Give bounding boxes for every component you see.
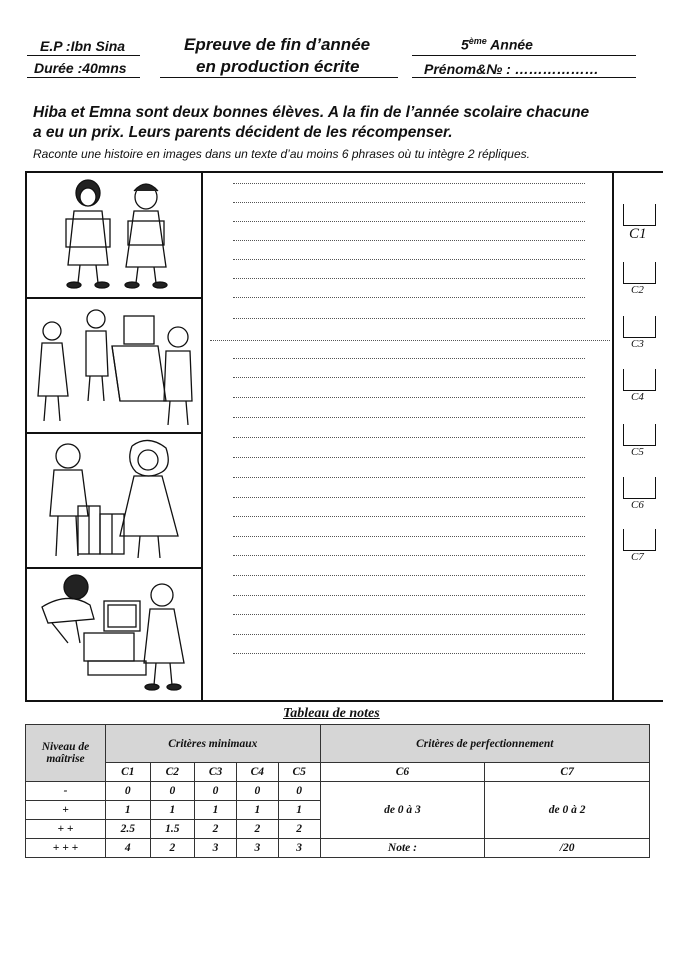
grade-cell: 2 [195, 820, 237, 839]
criterion-label-c5: C5 [631, 446, 644, 458]
picture-two-girls-with-certificates [28, 175, 200, 293]
duration-underline [27, 77, 140, 78]
instruction: Raconte une histoire en images dans un texte d’au moins 6 phrases où tu intègre 2 répliques. [33, 147, 530, 161]
criterion-box-c6[interactable] [623, 477, 656, 499]
writing-line[interactable] [210, 340, 610, 341]
writing-line[interactable] [233, 377, 585, 378]
criterion-label-c4: C4 [631, 391, 644, 403]
level-underline [412, 55, 636, 56]
col-header-c2: C2 [150, 763, 195, 782]
writing-line[interactable] [233, 297, 585, 298]
class-level-sup: ème [468, 36, 487, 46]
grade-cell: 1.5 [150, 820, 195, 839]
pictures-divider [201, 171, 203, 702]
name-field[interactable]: Prénom&№ : ……………… [424, 61, 599, 77]
level-cell: + + [26, 820, 106, 839]
grade-cell: 2 [236, 820, 278, 839]
picture-girls-at-computer [28, 571, 200, 699]
grade-cell: 1 [236, 801, 278, 820]
criterion-label-c3: C3 [631, 338, 644, 350]
writing-line[interactable] [233, 240, 585, 241]
level-header: Niveau de maîtrise [26, 725, 106, 782]
writing-line[interactable] [233, 437, 585, 438]
class-level-word: Année [486, 36, 533, 53]
grade-cell: 3 [278, 839, 320, 858]
writing-line[interactable] [233, 634, 585, 635]
criterion-box-c4[interactable] [623, 369, 656, 391]
note-label-cell: Note : [320, 839, 485, 858]
picture-girl-with-gift-boxes [28, 436, 200, 564]
criteria-divider [612, 171, 614, 702]
writing-line[interactable] [233, 614, 585, 615]
grade-cell: 2 [150, 839, 195, 858]
criterion-label-c7: C7 [631, 551, 644, 563]
picture-separator-3 [25, 567, 203, 569]
writing-line[interactable] [233, 536, 585, 537]
intro-line2: a eu un prix. Leurs parents décident de les récompenser. [33, 124, 453, 141]
grade-cell: 3 [195, 839, 237, 858]
col-header-c3: C3 [195, 763, 237, 782]
grade-cell: 1 [106, 801, 151, 820]
writing-line[interactable] [233, 417, 585, 418]
writing-line[interactable] [233, 555, 585, 556]
criterion-label-c6: C6 [631, 499, 644, 511]
grade-cell: 2.5 [106, 820, 151, 839]
writing-line[interactable] [233, 516, 585, 517]
grades-table-title: Tableau de notes [283, 706, 380, 721]
col-header-c6: C6 [320, 763, 485, 782]
col-header-c1: C1 [106, 763, 151, 782]
table-row [26, 782, 650, 801]
criterion-box-c3[interactable] [623, 316, 656, 338]
note-total-cell[interactable]: /20 [485, 839, 650, 858]
writing-line[interactable] [233, 457, 585, 458]
title-underline [160, 77, 398, 78]
school-underline [27, 55, 140, 56]
writing-line[interactable] [233, 575, 585, 576]
grade-cell: 0 [236, 782, 278, 801]
col-header-c7: C7 [485, 763, 650, 782]
intro-line1: Hiba et Emna sont deux bonnes élèves. A la fin de l’année scolaire chacune [33, 104, 590, 121]
writing-line[interactable] [233, 397, 585, 398]
grade-cell: 0 [195, 782, 237, 801]
criterion-box-c2[interactable] [623, 262, 656, 284]
writing-line[interactable] [233, 183, 585, 184]
criterion-label-c2: C2 [631, 284, 644, 296]
writing-line[interactable] [233, 653, 585, 654]
writing-line[interactable] [233, 259, 585, 260]
picture-family-with-computer-box [28, 301, 200, 429]
picture-separator-1 [25, 297, 203, 299]
grades-table [25, 724, 650, 858]
grade-cell: 2 [278, 820, 320, 839]
exam-title-line2: en production écrite [196, 57, 360, 76]
c7-range-cell: de 0 à 2 [485, 782, 650, 839]
col-header-c4: C4 [236, 763, 278, 782]
writing-line[interactable] [233, 202, 585, 203]
criterion-label-c1: C1 [629, 226, 647, 242]
criterion-box-c5[interactable] [623, 424, 656, 446]
writing-line[interactable] [233, 595, 585, 596]
grade-cell: 0 [106, 782, 151, 801]
min-criteria-header: Critères minimaux [106, 725, 321, 763]
class-level [461, 36, 533, 53]
school-name: E.P :Ibn Sina [40, 38, 126, 54]
grade-cell: 1 [195, 801, 237, 820]
class-level-number: 5 [461, 36, 469, 53]
writing-line[interactable] [233, 497, 585, 498]
criterion-box-c7[interactable] [623, 529, 656, 551]
writing-line[interactable] [233, 358, 585, 359]
picture-separator-2 [25, 432, 203, 434]
c6-range-cell: de 0 à 3 [320, 782, 485, 839]
criterion-box-c1[interactable] [623, 204, 656, 226]
writing-line[interactable] [233, 318, 585, 319]
duration: Durée :40mns [34, 60, 127, 76]
grade-cell: 0 [150, 782, 195, 801]
grade-cell: 3 [236, 839, 278, 858]
name-underline [412, 77, 636, 78]
grade-cell: 1 [278, 801, 320, 820]
perf-criteria-header: Critères de perfectionnement [320, 725, 649, 763]
writing-line[interactable] [233, 477, 585, 478]
level-cell: + + + [26, 839, 106, 858]
grade-cell: 1 [150, 801, 195, 820]
exam-title-line1: Epreuve de fin d’année [184, 35, 371, 54]
table-row [26, 839, 650, 858]
grade-cell: 0 [278, 782, 320, 801]
writing-line[interactable] [233, 278, 585, 279]
level-cell: + [26, 801, 106, 820]
col-header-c5: C5 [278, 763, 320, 782]
level-cell: - [26, 782, 106, 801]
grade-cell: 4 [106, 839, 151, 858]
writing-line[interactable] [233, 221, 585, 222]
